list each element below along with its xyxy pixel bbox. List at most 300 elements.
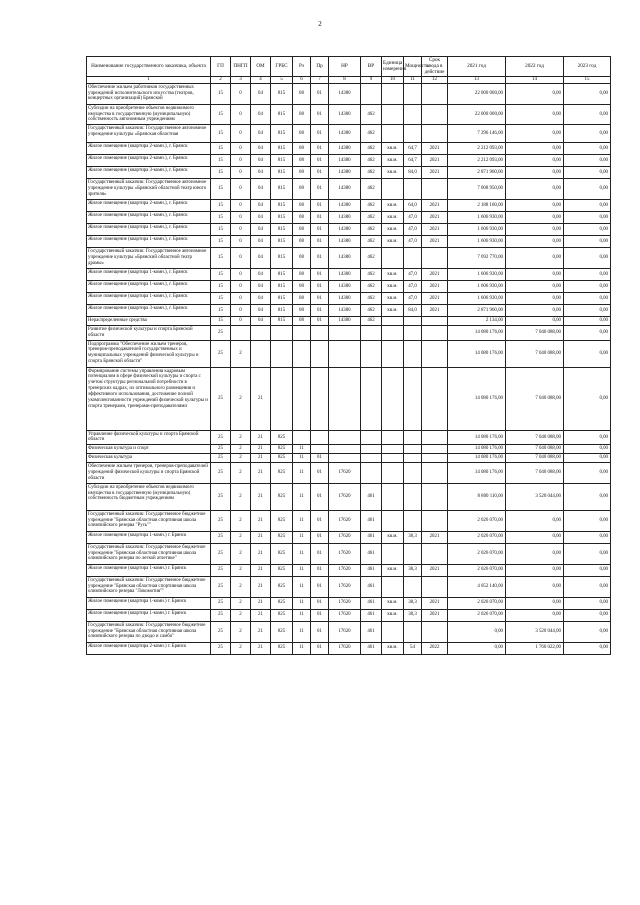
table-cell: кв.м. [382, 167, 404, 179]
table-cell: 0,00 [506, 200, 564, 212]
table-cell: 15 [211, 236, 231, 248]
table-cell: 462 [361, 248, 382, 269]
table-cell: кв.м. [382, 212, 404, 224]
table-cell: 01 [311, 609, 329, 621]
table-cell: 04 [251, 248, 271, 269]
table-cell [404, 543, 422, 564]
table-cell: 47,0 [404, 292, 422, 304]
table-cell [293, 367, 311, 430]
table-cell [361, 445, 382, 454]
column-number: 2 [211, 76, 231, 83]
table-cell [329, 325, 361, 340]
table-cell: 815 [271, 167, 293, 179]
table-cell: 1 606 930,00 [448, 236, 506, 248]
table-cell [404, 367, 422, 430]
table-cell: 7 040 088,00 [506, 340, 564, 367]
table-cell: 462 [361, 280, 382, 292]
table-cell: 0,00 [506, 167, 564, 179]
table-cell: 462 [361, 268, 382, 280]
table-cell: 0,00 [506, 236, 564, 248]
table-cell [251, 340, 271, 367]
table-cell: 0 [231, 125, 251, 143]
table-cell: 08 [293, 167, 311, 179]
table-cell: 0 [231, 212, 251, 224]
table-cell: 08 [293, 248, 311, 269]
table-cell: 7 296 146,00 [448, 125, 506, 143]
table-cell: 0,00 [506, 224, 564, 236]
table-cell: 0,00 [564, 510, 611, 531]
table-cell: 08 [293, 268, 311, 280]
table-cell: 04 [251, 316, 271, 325]
table-cell: 01 [311, 143, 329, 155]
table-cell: 08 [293, 212, 311, 224]
budget-table [86, 56, 611, 655]
table-cell: 14 080 176,00 [448, 340, 506, 367]
column-header: Пр [311, 57, 329, 77]
table-cell: 17620 [329, 510, 361, 531]
table-cell: 2 [231, 340, 251, 367]
object-name-cell: Жилое помещение (квартира 1-комн.), г. Брянск [87, 236, 211, 248]
table-cell: 462 [361, 125, 382, 143]
table-cell: 47,0 [404, 268, 422, 280]
table-row [87, 454, 611, 463]
table-cell: 0,00 [564, 83, 611, 104]
table-cell: 1 606 930,00 [448, 292, 506, 304]
table-cell: 25 [211, 531, 231, 543]
table-cell: 0,00 [506, 564, 564, 576]
table-cell: 38,3 [404, 609, 422, 621]
table-row [87, 200, 611, 212]
table-cell: 2 026 070,00 [448, 597, 506, 609]
table-cell: 17620 [329, 463, 361, 484]
column-number: 7 [311, 76, 329, 83]
table-cell: 0 [231, 143, 251, 155]
table-cell: 0,00 [564, 597, 611, 609]
table-cell: 01 [311, 236, 329, 248]
table-cell [311, 445, 329, 454]
table-cell [404, 179, 422, 200]
table-cell: 25 [211, 621, 231, 642]
table-cell [422, 248, 448, 269]
table-header-row [87, 57, 611, 77]
table-cell: 7 040 088,00 [506, 463, 564, 484]
table-cell: 0 [231, 268, 251, 280]
table-cell [422, 125, 448, 143]
table-cell: 21 [251, 609, 271, 621]
table-cell: 0,00 [564, 212, 611, 224]
table-cell: 17620 [329, 564, 361, 576]
table-cell: 01 [311, 483, 329, 510]
table-cell: 825 [271, 445, 293, 454]
table-cell [382, 179, 404, 200]
table-cell: 04 [251, 304, 271, 316]
table-cell: 0,00 [506, 292, 564, 304]
table-cell: 04 [251, 143, 271, 155]
table-cell: 01 [311, 642, 329, 654]
table-cell [422, 463, 448, 484]
table-cell: 7 692 770,00 [448, 248, 506, 269]
table-cell: 25 [211, 543, 231, 564]
table-cell: 825 [271, 463, 293, 484]
table-cell: 0 [231, 248, 251, 269]
table-cell: 0,00 [506, 609, 564, 621]
table-row [87, 642, 611, 654]
table-row [87, 543, 611, 564]
table-cell: 2 [231, 430, 251, 445]
object-name-cell: Государственный заказчик: Государственное бюджетное учреждение "Брянская областная спортивная школа олимпийского резерва по легкой атлетике" [87, 543, 211, 564]
table-cell: 11 [293, 621, 311, 642]
table-cell [382, 543, 404, 564]
table-cell: 2 [231, 463, 251, 484]
object-name-cell: Государственный заказчик: Государственное автономное учреждение культуры «Брянский областной театр юного зрителя» [87, 179, 211, 200]
column-header: 2021 год [448, 57, 506, 77]
table-cell [404, 325, 422, 340]
table-cell: 0,00 [564, 621, 611, 642]
column-number: 8 [329, 76, 361, 83]
table-cell: 2 [231, 621, 251, 642]
table-cell: 08 [293, 200, 311, 212]
table-cell: 462 [361, 224, 382, 236]
table-cell: 2 026 070,00 [448, 531, 506, 543]
table-cell: 14380 [329, 125, 361, 143]
table-cell: 7 040 088,00 [506, 454, 564, 463]
table-cell [382, 454, 404, 463]
column-header: ОМ [251, 57, 271, 77]
table-cell: 22 000 000,00 [448, 104, 506, 125]
table-cell: 14 080 176,00 [448, 463, 506, 484]
table-cell: 14 080 176,00 [448, 325, 506, 340]
table-cell: 815 [271, 292, 293, 304]
table-cell: 25 [211, 454, 231, 463]
table-cell [382, 621, 404, 642]
table-cell [404, 445, 422, 454]
table-cell: 0,00 [448, 642, 506, 654]
table-cell: 2 [231, 609, 251, 621]
table-cell: 15 [211, 268, 231, 280]
object-name-cell: Государственный заказчик: Государственное бюджетное учреждение "Брянская областная спортивная школа олимпийского резерва "Локомотив"" [87, 576, 211, 597]
table-cell [422, 325, 448, 340]
table-cell: 64,0 [404, 200, 422, 212]
table-cell: кв.м. [382, 143, 404, 155]
table-cell: 17620 [329, 597, 361, 609]
table-cell: 14380 [329, 304, 361, 316]
table-cell: 0,00 [506, 83, 564, 104]
table-cell: 2 026 070,00 [448, 564, 506, 576]
table-row [87, 483, 611, 510]
table-cell: 01 [311, 125, 329, 143]
table-cell: 14 080 176,00 [448, 367, 506, 430]
table-cell: 01 [311, 510, 329, 531]
object-name-cell: Жилое помещение (квартира 3-комн.), г. Брянск [87, 167, 211, 179]
table-cell: 01 [311, 212, 329, 224]
table-cell [404, 463, 422, 484]
table-cell: 15 [211, 125, 231, 143]
table-cell: 21 [251, 531, 271, 543]
table-row [87, 445, 611, 454]
table-cell: 461 [361, 576, 382, 597]
column-header: НР [329, 57, 361, 77]
table-cell: 25 [211, 445, 231, 454]
table-cell: 2 026 070,00 [448, 510, 506, 531]
table-cell: 11 [293, 543, 311, 564]
table-cell: 2 [231, 531, 251, 543]
table-cell [311, 340, 329, 367]
table-cell: 461 [361, 597, 382, 609]
table-cell: 0,00 [564, 224, 611, 236]
table-cell: 11 [293, 531, 311, 543]
table-cell: 25 [211, 483, 231, 510]
table-cell: кв.м. [382, 642, 404, 654]
table-cell: 11 [293, 454, 311, 463]
table-cell: 15 [211, 292, 231, 304]
table-cell: 825 [271, 576, 293, 597]
table-cell: 0,00 [564, 125, 611, 143]
object-name-cell: Жилое помещение (квартира 1-комн.) г. Брянск [87, 531, 211, 543]
table-cell: 64,7 [404, 143, 422, 155]
object-name-cell: Субсидии на приобретение объектов недвижимого имущества в государственную (муниципальную) собственность автономным учреждениям [87, 104, 211, 125]
table-cell [422, 104, 448, 125]
table-cell: 0,00 [564, 340, 611, 367]
table-row [87, 268, 611, 280]
table-cell: 825 [271, 543, 293, 564]
table-cell: 0,00 [506, 576, 564, 597]
table-cell [404, 316, 422, 325]
table-cell: 0 [231, 104, 251, 125]
table-cell: 0,00 [506, 104, 564, 125]
table-cell [382, 483, 404, 510]
table-cell: 21 [251, 564, 271, 576]
table-cell: 2 212 093,00 [448, 155, 506, 167]
table-cell: 2 [231, 483, 251, 510]
table-cell: 815 [271, 316, 293, 325]
table-cell: 0,00 [564, 316, 611, 325]
table-cell: 0,00 [564, 483, 611, 510]
table-cell: 2021 [422, 597, 448, 609]
table-cell: 11 [293, 483, 311, 510]
table-cell: 825 [271, 510, 293, 531]
table-row [87, 463, 611, 484]
table-cell [382, 125, 404, 143]
table-cell [382, 430, 404, 445]
table-cell: 2 [231, 510, 251, 531]
object-name-cell: Жилое помещение (квартира 2-комн.), г. Брянск [87, 155, 211, 167]
table-cell: 2 026 070,00 [448, 543, 506, 564]
table-cell: 825 [271, 609, 293, 621]
table-cell: 04 [251, 125, 271, 143]
table-cell: 47,0 [404, 212, 422, 224]
table-cell [422, 543, 448, 564]
object-name-cell: Обеспечение жильем тренеров, тренеров-преподавателей учреждений физической культуры и спорта Брянской области [87, 463, 211, 484]
table-cell: 3 520 044,00 [506, 483, 564, 510]
table-cell: 25 [211, 576, 231, 597]
table-cell: 0,00 [564, 280, 611, 292]
table-cell [293, 340, 311, 367]
table-cell: 0 [231, 280, 251, 292]
column-number: 12 [422, 76, 448, 83]
table-cell: 14380 [329, 179, 361, 200]
table-row [87, 564, 611, 576]
table-row [87, 155, 611, 167]
object-name-cell: Жилое помещение (квартира 1-комн.), г. Брянск [87, 224, 211, 236]
table-cell [382, 248, 404, 269]
table-cell: 2021 [422, 212, 448, 224]
table-row [87, 104, 611, 125]
table-cell: 815 [271, 143, 293, 155]
table-cell [382, 340, 404, 367]
table-cell: 14380 [329, 83, 361, 104]
column-header: Единица измерения [382, 57, 404, 77]
table-cell [329, 445, 361, 454]
table-cell [271, 325, 293, 340]
table-cell [293, 430, 311, 445]
table-cell: 25 [211, 510, 231, 531]
table-cell: 0,00 [564, 531, 611, 543]
table-cell: 0 [231, 167, 251, 179]
table-cell: 4 052 140,00 [448, 576, 506, 597]
table-cell: 461 [361, 642, 382, 654]
table-cell: 7 040 088,00 [506, 430, 564, 445]
table-cell: 08 [293, 83, 311, 104]
table-cell: 0 [231, 155, 251, 167]
column-number: 3 [231, 76, 251, 83]
table-cell: 21 [251, 543, 271, 564]
table-cell: 2 871 960,00 [448, 304, 506, 316]
table-cell: 25 [211, 367, 231, 430]
table-cell: 25 [211, 463, 231, 484]
object-name-cell: Жилое помещение (квартира 2-комн.) г. Брянск [87, 642, 211, 654]
table-cell: 0 [231, 316, 251, 325]
table-cell: 2021 [422, 268, 448, 280]
table-cell: 815 [271, 200, 293, 212]
table-cell: 0 [231, 304, 251, 316]
table-cell: 08 [293, 292, 311, 304]
object-name-cell: Обеспечение жильем работников государственных учреждений исполнительского искусства (театров, концертных организаций) Брянской [87, 83, 211, 104]
table-cell: 0,00 [564, 292, 611, 304]
table-row [87, 125, 611, 143]
table-cell: 1 606 930,00 [448, 224, 506, 236]
table-cell: 2021 [422, 143, 448, 155]
table-cell: 2021 [422, 236, 448, 248]
table-cell: 0,00 [564, 609, 611, 621]
object-name-cell: Жилое помещение (квартира 2-комн.), г. Брянск [87, 143, 211, 155]
table-cell: 14380 [329, 280, 361, 292]
table-cell: 15 [211, 143, 231, 155]
table-cell: кв.м. [382, 224, 404, 236]
table-cell: 0,00 [506, 248, 564, 269]
column-header: 2022 год [506, 57, 564, 77]
table-cell: 11 [293, 463, 311, 484]
table-cell: 815 [271, 280, 293, 292]
table-cell: 08 [293, 143, 311, 155]
table-cell: 2021 [422, 292, 448, 304]
table-cell: 17620 [329, 531, 361, 543]
table-cell: 0,00 [564, 304, 611, 316]
table-cell [382, 510, 404, 531]
table-row [87, 531, 611, 543]
table-cell [422, 316, 448, 325]
table-cell [329, 340, 361, 367]
table-cell: кв.м. [382, 280, 404, 292]
table-cell: 04 [251, 280, 271, 292]
object-name-cell: Жилое помещение (квартира 1-комн.), г. Брянск [87, 212, 211, 224]
table-cell: 0,00 [506, 531, 564, 543]
table-cell: 1 606 930,00 [448, 268, 506, 280]
table-cell [329, 454, 361, 463]
table-cell: 54 [404, 642, 422, 654]
table-cell [361, 454, 382, 463]
table-cell: 11 [293, 576, 311, 597]
table-cell: 14380 [329, 268, 361, 280]
table-cell: 08 [293, 280, 311, 292]
table-cell [404, 83, 422, 104]
table-cell: 15 [211, 104, 231, 125]
table-cell: 461 [361, 564, 382, 576]
table-cell [382, 463, 404, 484]
table-cell: 2 [231, 597, 251, 609]
table-cell: 15 [211, 280, 231, 292]
table-cell [422, 340, 448, 367]
table-cell: 462 [361, 155, 382, 167]
table-row [87, 510, 611, 531]
table-cell: 38,3 [404, 597, 422, 609]
table-row [87, 83, 611, 104]
table-cell: 21 [251, 642, 271, 654]
table-cell: 25 [211, 340, 231, 367]
table-cell: 3 520 044,00 [506, 621, 564, 642]
table-cell: 0,00 [506, 280, 564, 292]
object-name-cell: Развитие физической культуры и спорта Брянской области [87, 325, 211, 340]
table-cell: 2 212 093,00 [448, 143, 506, 155]
table-cell [404, 340, 422, 367]
table-cell: кв.м. [382, 564, 404, 576]
table-cell [361, 367, 382, 430]
table-cell: 462 [361, 143, 382, 155]
table-cell: 825 [271, 621, 293, 642]
object-name-cell: Государственный заказчик: Государственное бюджетное учреждение "Брянская областная спортивная школа олимпийского резерва "Русь"" [87, 510, 211, 531]
table-cell: 462 [361, 236, 382, 248]
table-cell: 21 [251, 367, 271, 430]
table-cell [382, 576, 404, 597]
table-cell: 21 [251, 454, 271, 463]
table-cell: 462 [361, 304, 382, 316]
table-cell: 2021 [422, 224, 448, 236]
table-cell: 0,00 [564, 143, 611, 155]
table-cell: 461 [361, 531, 382, 543]
table-cell: 825 [271, 483, 293, 510]
table-cell: 15 [211, 167, 231, 179]
table-cell: 17620 [329, 609, 361, 621]
table-cell: 11 [293, 564, 311, 576]
table-cell [404, 510, 422, 531]
table-cell: 25 [211, 325, 231, 340]
table-cell [311, 430, 329, 445]
table-cell: 01 [311, 268, 329, 280]
table-cell: 01 [311, 248, 329, 269]
table-cell: 0,00 [506, 316, 564, 325]
table-cell: 01 [311, 104, 329, 125]
object-name-cell: Жилое помещение (квартира 2-комн.), г. Брянск [87, 200, 211, 212]
table-cell: 0,00 [506, 597, 564, 609]
table-row [87, 621, 611, 642]
table-row [87, 316, 611, 325]
table-cell: 08 [293, 304, 311, 316]
table-cell: 04 [251, 224, 271, 236]
table-cell: 2021 [422, 609, 448, 621]
table-cell: 2021 [422, 564, 448, 576]
table-cell: 21 [251, 597, 271, 609]
table-cell: 08 [293, 125, 311, 143]
table-cell: 22 000 000,00 [448, 83, 506, 104]
